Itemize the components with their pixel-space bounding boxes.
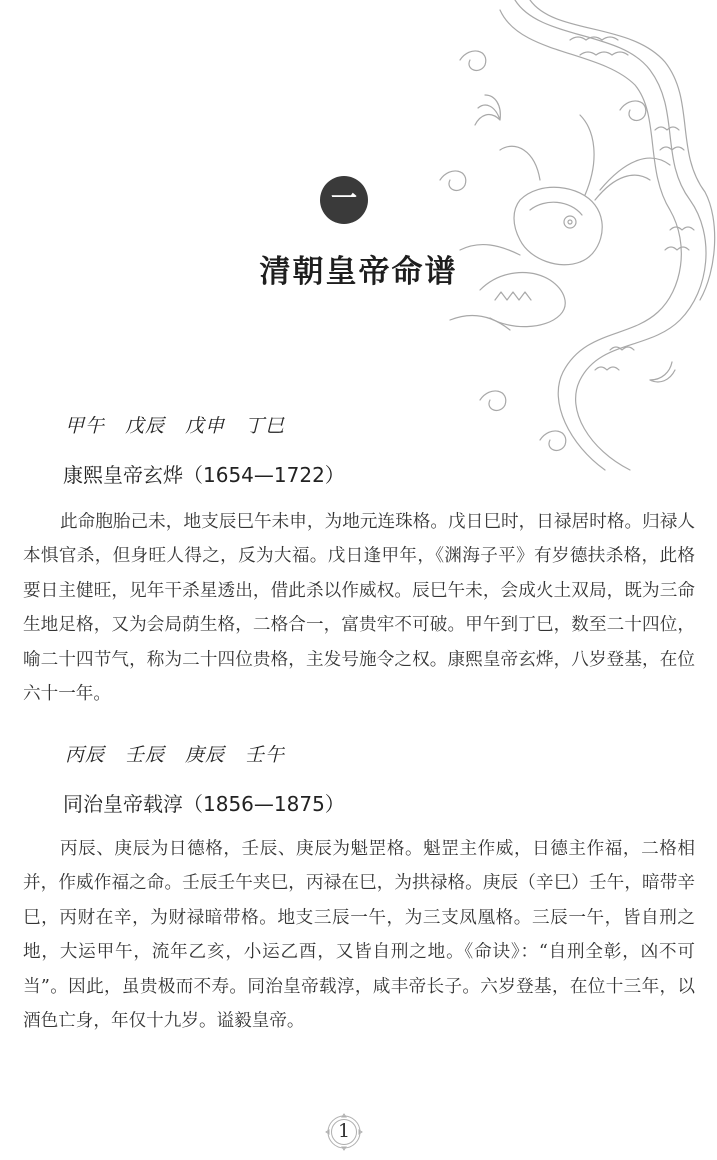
dragon-illustration-icon: [420, 0, 717, 480]
chapter-title: 清朝皇帝命谱: [259, 254, 458, 290]
four-pillars: 丙辰 壬辰 庚辰 壬午: [65, 744, 286, 766]
chapter-number-badge: [320, 176, 368, 224]
emperor-heading: 康熙皇帝玄烨（1654—1722）: [63, 463, 345, 487]
page-number: 1: [337, 1120, 351, 1142]
chapter-number: 一: [330, 184, 357, 214]
page-number-ornament: [324, 1112, 364, 1152]
four-pillars: 甲午 戊辰 戊申 丁巳: [65, 415, 286, 437]
entry-paragraph: 丙辰、庚辰为日德格，壬辰、庚辰为魁罡格。魁罡主作威，日德主作福，二格相并，作威作福之命。壬辰壬午夹巳，丙禄在巳，为拱禄格。庚辰（辛巳）壬午，暗带辛巳，丙财在辛，为财禄暗带格。地支三辰一午，为三支凤凰格。三辰一午，皆自刑之地，大运甲午，流年乙亥，小运乙酉，又皆自刑之地。《命诀》：“自刑全彰，凶不可当”。因此，虽贵极而不寿。同治皇帝载淳，咸丰帝长子。六岁登基，在位十三年，以酒色亡身，年仅十九岁。谥毅皇帝。: [23, 839, 695, 1032]
emperor-heading: 同治皇帝载淳（1856—1875）: [63, 792, 345, 816]
entry-paragraph: 此命胞胎己未，地支辰巳午未申，为地元连珠格。戊日巳时，日禄居时格。归禄人本惧官杀，但身旺人得之，反为大福。戊日逢甲年，《渊海子平》有岁德扶杀格，此格要日主健旺，见年干杀星透出，借此杀以作威权。辰巳午未，会成火土双局，既为三命生地足格，又为会局荫生格，二格合一，富贵牢不可破。甲午到丁巳，数至二十四位，喻二十四节气，称为二十四位贵格，主发号施令之权。康熙皇帝玄烨，八岁登基，在位六十一年。: [23, 512, 695, 705]
